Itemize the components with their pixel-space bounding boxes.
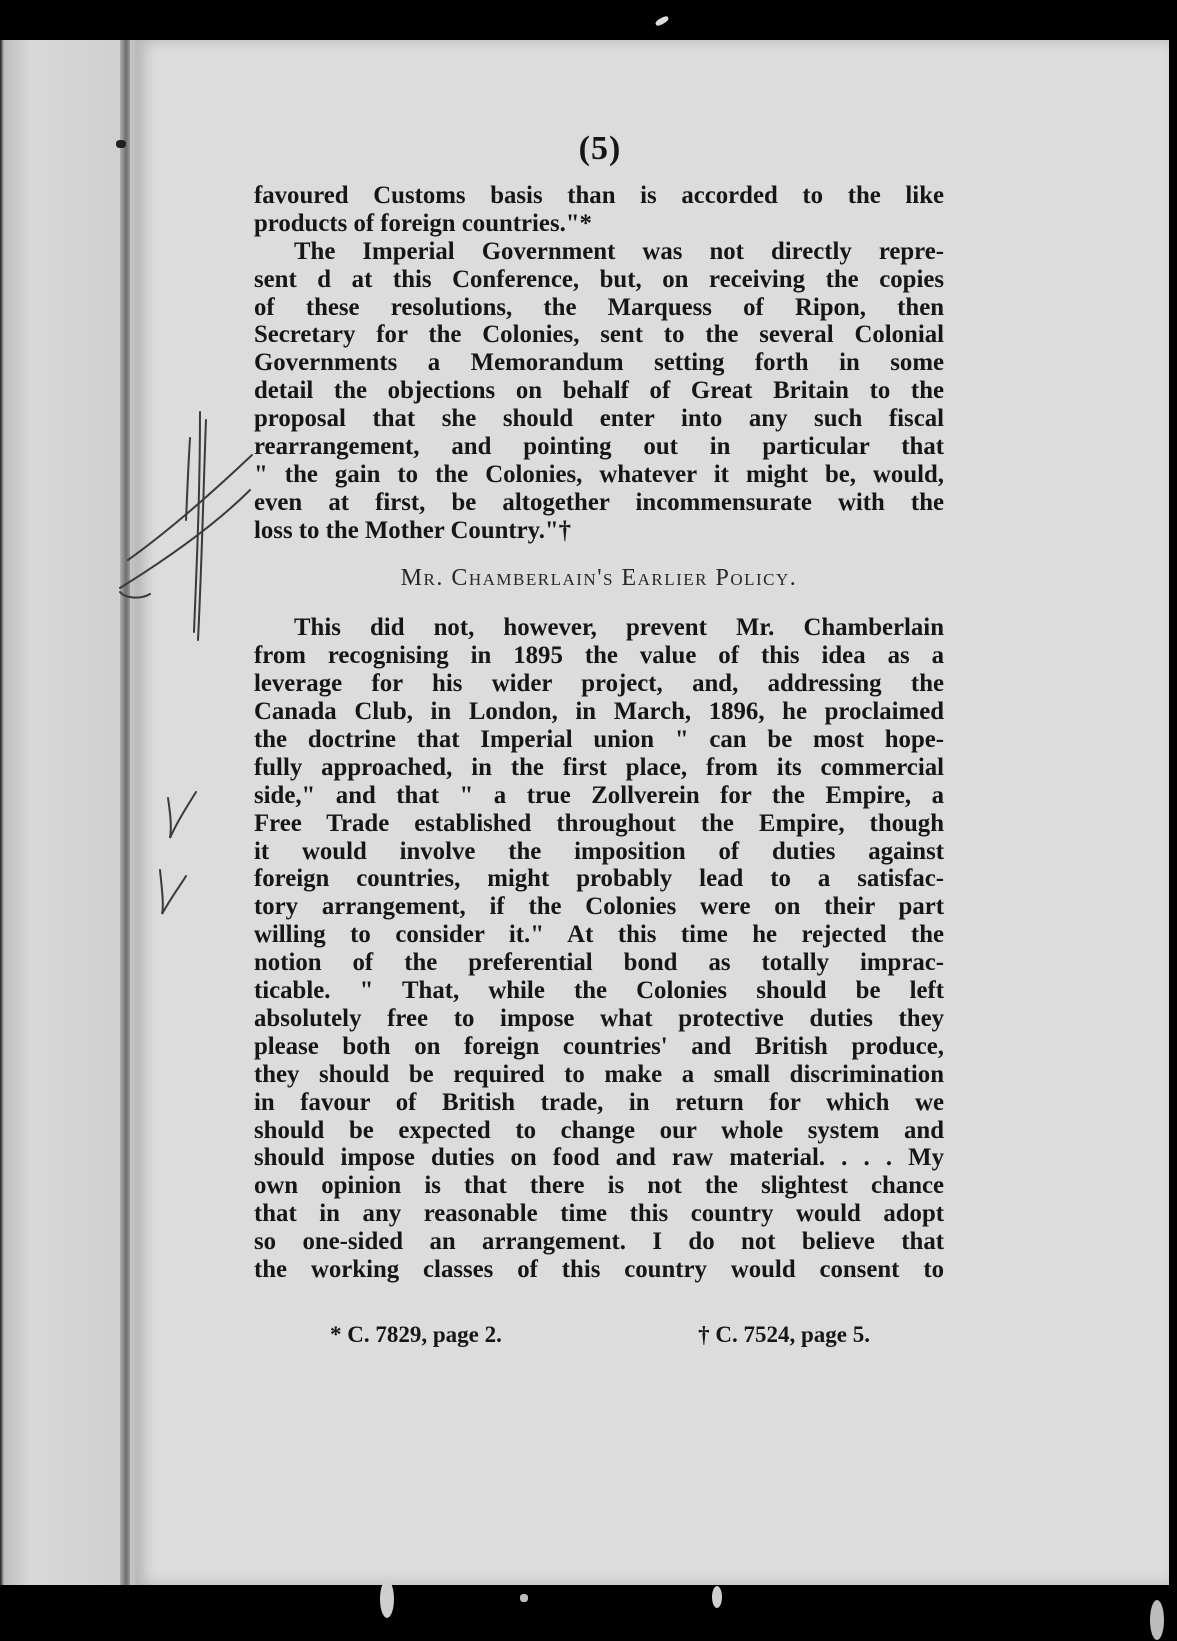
text-line: even at first, be altogether incommensurate with the xyxy=(254,488,944,516)
text-line: ticable. " That, while the Colonies should be left xyxy=(254,977,944,1005)
text-line: they should be required to make a small discrimination xyxy=(254,1060,944,1088)
footnote-asterisk: * C. 7829, page 2. xyxy=(330,1322,502,1347)
text-line: Secretary for the Colonies, sent to the several Colonial xyxy=(254,321,944,349)
text-line: the doctrine that Imperial union " can be most hope- xyxy=(254,726,944,754)
text-line: favoured Customs basis than is accorded to the like xyxy=(254,182,944,209)
page-spine-edge xyxy=(120,40,130,1585)
text-line: " the gain to the Colonies, whatever it might be, would, xyxy=(254,460,944,488)
scan-speck xyxy=(520,1594,528,1602)
text-line: Free Trade established throughout the Empire, though xyxy=(254,809,944,837)
text-line: so one-sided an arrangement. I do not believe that xyxy=(254,1228,944,1256)
text-line: products of foreign countries."* xyxy=(254,209,592,237)
text-line: that in any reasonable time this country would adopt xyxy=(254,1200,944,1228)
text-line: fully approached, in the first place, from its commercial xyxy=(254,753,944,781)
text-line: This did not, however, prevent Mr. Chamberlain xyxy=(294,614,944,642)
text-line: tory arrangement, if the Colonies were on their part xyxy=(254,893,944,921)
text-line: absolutely free to impose what protective duties they xyxy=(254,1004,944,1032)
text-line: from recognising in 1895 the value of this idea as a xyxy=(254,642,944,670)
scan-speck xyxy=(116,140,126,148)
text-line: loss to the Mother Country."† xyxy=(254,516,572,544)
footnote-dagger: † C. 7524, page 5. xyxy=(698,1322,870,1347)
text-line: own opinion is that there is not the slightest chance xyxy=(254,1172,944,1200)
text-line: Governments a Memorandum setting forth in some xyxy=(254,349,944,377)
text-line: it would involve the imposition of duties against xyxy=(254,837,944,865)
page-number: (5) xyxy=(578,130,622,167)
text-line: The Imperial Government was not directly repre- xyxy=(294,237,944,265)
text-line: leverage for his wider project, and, addressing the xyxy=(254,670,944,698)
text-line: proposal that she should enter into any such fiscal xyxy=(254,405,944,433)
text-line: sent d at this Conference, but, on receiving the copies xyxy=(254,265,944,293)
section-heading: Mr. Chamberlain's Earlier Policy. xyxy=(400,564,798,591)
scan-speck xyxy=(654,15,669,27)
text-line: willing to consider it." At this time he rejected the xyxy=(254,921,944,949)
text-line: Canada Club, in London, in March, 1896, he proclaimed xyxy=(254,698,944,726)
text-line: rearrangement, and pointing out in particular that xyxy=(254,433,944,461)
text-line: should impose duties on food and raw material. . . . My xyxy=(254,1144,944,1172)
text-line: the working classes of this country would consent to xyxy=(254,1255,944,1283)
text-line: foreign countries, might probably lead to a satisfac- xyxy=(254,865,944,893)
footnotes xyxy=(330,1322,870,1348)
text-line: should be expected to change our whole system and xyxy=(254,1116,944,1144)
scan-speck xyxy=(380,1580,394,1618)
text-line: please both on foreign countries' and British produce, xyxy=(254,1032,944,1060)
text-line: detail the objections on behalf of Great Britain to the xyxy=(254,377,944,405)
text-line: notion of the preferential bond as totally imprac- xyxy=(254,949,944,977)
binding-strip xyxy=(0,40,140,1585)
text-line: side," and that " a true Zollverein for the Empire, a xyxy=(254,781,944,809)
text-line: of these resolutions, the Marquess of Ripon, then xyxy=(254,293,944,321)
body-text xyxy=(254,182,944,1284)
scan-speck xyxy=(1150,1600,1164,1640)
scan-speck xyxy=(712,1586,722,1608)
text-line: in favour of British trade, in return for which we xyxy=(254,1088,944,1116)
